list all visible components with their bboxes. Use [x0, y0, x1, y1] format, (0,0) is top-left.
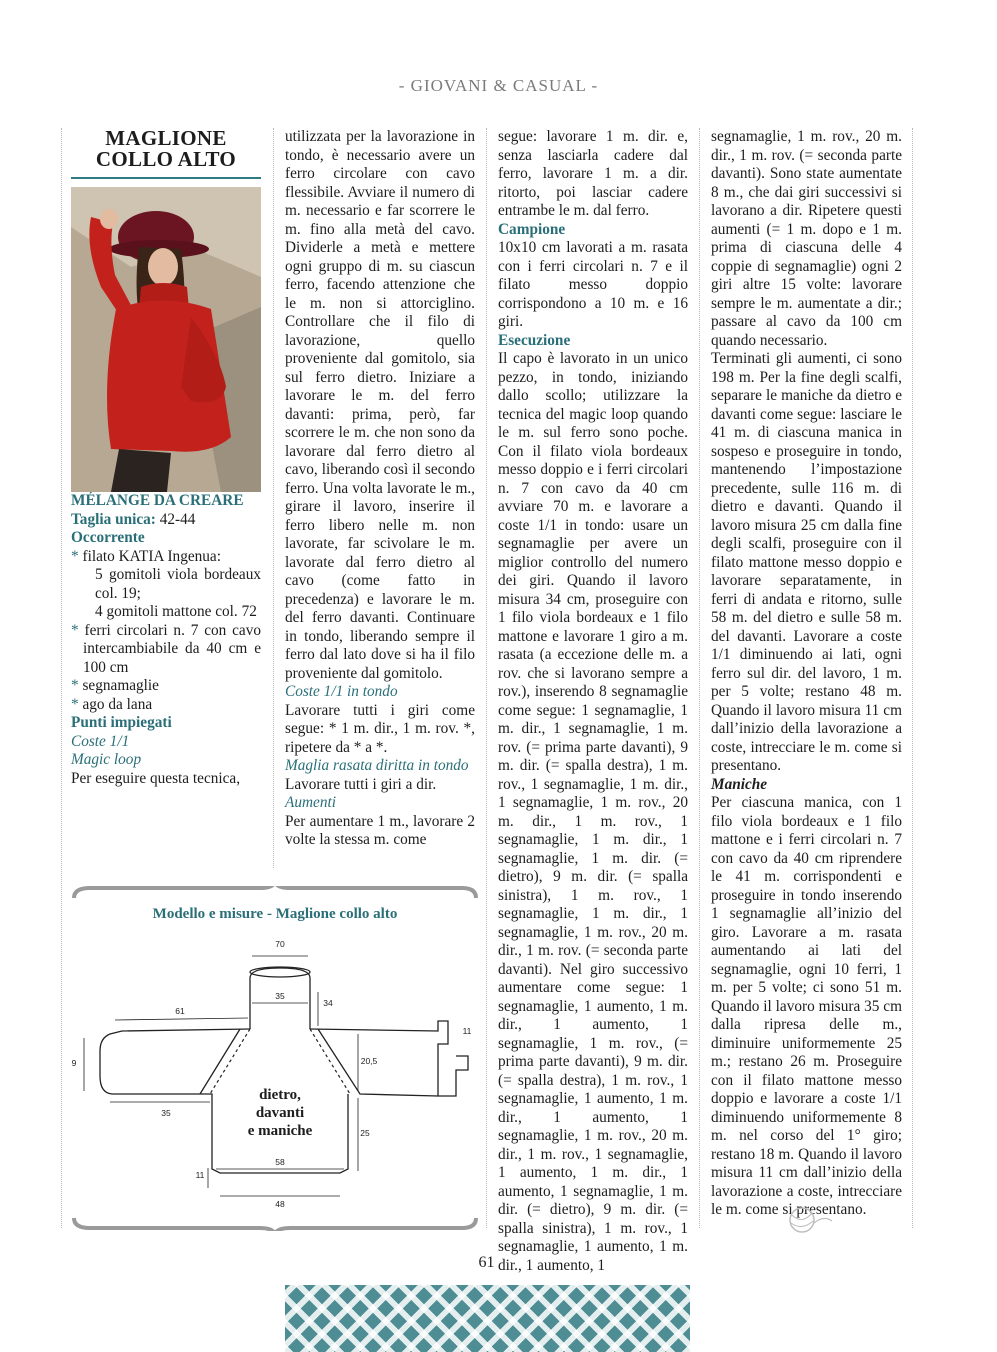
- column-divider: [699, 128, 700, 1228]
- diagram-title: Modello e misure - Maglione collo alto: [152, 906, 398, 922]
- bracket-bottom: [74, 1218, 476, 1231]
- section-header: - GIOVANI & CASUAL -: [398, 76, 599, 95]
- increases-continued: segue: lavorare 1 m. dir. e, senza lasciarla cadere dal ferro, lavorare 1 m. a dir. ritorto, poi lasciar cadere entrambe le m. dal ferro.: [498, 128, 688, 219]
- rib-round-text: Lavorare tutti i giri come segue: * 1 m. dir., 1 m. rov. *, ripetere da * a *.: [285, 701, 475, 756]
- body-label-line-3: e maniche: [247, 1123, 313, 1139]
- body-label-line-1: dietro,: [259, 1087, 301, 1103]
- gauge-text: 10x10 cm lavorati a m. rasata con i ferri circolari n. 7 e il filato messo doppio corrispondono a 10 m. e 16 giri.: [498, 239, 688, 330]
- body-label-line-2: davanti: [255, 1105, 305, 1121]
- column-2: [285, 128, 475, 850]
- yarn-ball-logo: [786, 1205, 834, 1240]
- size-value: 42-44: [159, 510, 196, 528]
- stitches-heading: Punti impiegati: [71, 714, 172, 731]
- measure-20-5: 20,5: [360, 1056, 378, 1066]
- column-3: [498, 128, 688, 1275]
- column-divider: [61, 128, 62, 1228]
- column-divider: [273, 128, 274, 868]
- execution-continued: segnamaglie, 1 m. rov., 20 m. dir., 1 m. rov. (= seconda parte davanti). Sono state aumentate 8 m., che dai giri successivi si lavorano a dir. Ripetere questi aumenti (= 1 m. dopo e 1 m. prima di ciascuna delle 4 coppie di segnamaglie) ogni 2 giri altre 15 volte: lavorare sempre le m. aumentate a dir.; passare al cavo da 100 cm quando necessario.: [711, 128, 902, 349]
- measure-58: 58: [275, 1157, 285, 1167]
- measure-11-left: 11: [195, 1170, 205, 1180]
- execution-text: Il capo è lavorato in un unico pezzo, in tondo, iniziando dallo scollo; utilizzare la tecnica del magic loop quando le m. sul ferro sono poche. Con il filato viola bordeaux messo doppio e i ferri circolari n. 7 con cavo da 40 cm avviare 70 m. e lavorare a coste 1/1 in tondo: usare un segnamaglie per avere un miglior controllo del numero dei giri. Quando il lavoro misura 34 cm, proseguire con 1 filo viola bordeaux e 1 filo mattone e lavorare 1 giro a m. rasata (a eccezione delle m. a rov. che si lavorano sempre a rov.), inserendo 8 segnamaglie come segue: 1 segnamaglie, 1 m. dir., 1 segnamaglie, 1 m. rov. (= prima parte davanti), 9 m. dir. (= spalla destra), 1 m. rov., 1 segnamaglie, 1 m. dir., 1 segnamaglie, 1 m. rov., 20 m. dir., 1 m. rov., 1 segnamaglie, 1 m. dir., 1 segnamaglie, 1 m. dir. (= dietro), 9 m. dir. (= spalla sinistra), 1 m. rov., 1 segnamaglie, 1 m. dir., 1 segnamaglie, 1 m. rov., 20 m. dir., 1 m. rov. (= seconda parte davanti). Nel giro successivo aumentare come segue: 1 segnamaglie, 1 aumento, 1 m. dir., 1 aumento, 1 segnamaglie, 1 m. rov., (= prima parte davanti), 9 m. dir. (= spalla destra), 1 m. rov., 1 segnamaglie, 1 aumento, 1 m. dir., 1 aumento, 1 segnamaglie, 1 m. rov., 20 m. dir., 1 m. rov., 1 segnamaglie, 1 aumento, 1 m. dir., 1 aumento, 1 segnamaglie, 1 m. dir. (= dietro), 9 m. dir. (= spalla sinistra), 1 m. rov., 1 segnamaglie, 1 aumento, 1 m. dir., 1 aumento, 1: [498, 350, 688, 1274]
- measure-25: 25: [360, 1128, 370, 1138]
- stockinette-text: Lavorare tutti i giri a dir.: [285, 775, 437, 793]
- sleeves-text: Per ciascuna manica, con 1 filo viola bordeaux e 1 filo mattone e i ferri circolari n. 7 con cavo da 40 cm riprendere le 41 m. corrispondenti e proseguire in tondo inserendo 1 segnamaglie all’inizio del giro. Lavorare a m. rasata aumentando ai lati del segnamaglie, ogni 10 ferri, 1 m. per 5 volte; ci sono 51 m. Quando il lavoro misura 35 cm dalla ripresa delle m., diminuire uniformemente 25 m.; restano 26 m. Proseguire con il filato mattone messo doppio e lavorare a coste 1/1 diminuendo uniformemente 8 m. nel corso del 1° giro; restano 18 m. Quando il lavoro misura 11 cm dall’inizio della lavorazione a coste, intrecciare le m. come si presentano.: [711, 794, 902, 1218]
- measure-9: 9: [71, 1058, 77, 1068]
- measurements: [72, 939, 472, 1209]
- article-title: [71, 128, 261, 170]
- melange-heading: MÉLANGE DA CREARE: [71, 492, 244, 509]
- title-line-2: COLLO ALTO: [95, 147, 237, 171]
- title-underline: [71, 177, 261, 179]
- materials-item: * segnamaglie: [71, 677, 261, 696]
- measure-34: 34: [323, 998, 333, 1008]
- bracket-top: [74, 886, 476, 898]
- magic-loop-text: Per eseguire questa tecnica,: [71, 769, 241, 787]
- gauge-heading: Campione: [498, 220, 566, 238]
- column-divider: [486, 128, 487, 1228]
- rib-round-heading: Coste 1/1 in tondo: [285, 683, 398, 700]
- size-label: Taglia unica:: [71, 510, 156, 528]
- stockinette-heading: Maglia rasata diritta in tondo: [285, 757, 469, 774]
- sleeves-heading: Maniche: [711, 775, 768, 793]
- model-illustration: [71, 187, 261, 492]
- measure-35-left: 35: [161, 1108, 171, 1118]
- knit-pattern-band: [285, 1285, 690, 1352]
- title-line-1: MAGLIONE: [105, 126, 227, 150]
- materials-item-text: filato KATIA Ingenua:: [82, 547, 221, 565]
- raglan-lines: [210, 1029, 350, 1094]
- materials-heading: Occorrente: [71, 529, 145, 546]
- measure-11-right: 11: [462, 1026, 472, 1036]
- size-line: [71, 511, 261, 530]
- schematic-svg: [70, 886, 480, 1231]
- materials-item: * ago da lana: [71, 696, 261, 715]
- increases-text: Per aumentare 1 m., lavorare 2 volte la stessa m. come: [285, 812, 475, 848]
- column-4: [711, 128, 902, 1220]
- materials-list: [71, 548, 261, 715]
- measure-35-top: 35: [275, 991, 285, 1001]
- column-divider: [912, 128, 913, 1228]
- materials-item: [71, 548, 261, 622]
- measure-61: 61: [175, 1006, 185, 1016]
- rib-stitch-label: Coste 1/1: [71, 732, 130, 750]
- yarn-detail: 5 gomitoli viola bordeaux col. 19;: [95, 566, 261, 602]
- measure-48: 48: [275, 1199, 285, 1209]
- execution-heading: Esecuzione: [498, 331, 571, 349]
- increases-heading: Aumenti: [285, 794, 336, 811]
- page-number: 61: [478, 1254, 495, 1271]
- materials-item: * ferri circolari n. 7 con cavo intercambiabile da 40 cm e 100 cm: [71, 622, 261, 678]
- armhole-text: Terminati gli aumenti, ci sono 198 m. Per la fine degli scalfi, separare le maniche da dietro e davanti come segue: lasciare le 41 m. di ciascuna manica in sospeso e proseguire in tondo, mantenendo l’impostazione precedente, sulle 116 m. di dietro e davanti. Quando il lavoro misura 25 cm dalla fine degli scalfi, proseguire con il filato mattone messo doppio e lavorare separatamente, in ferri di andata e ritorno, sulle 58 m. del dietro e sulle 58 m. del davanti. Lavorare a coste 1/1 diminuendo ai lati, ogni ferro sul dir. del lavoro, 1 m. per 5 volte; restano 48 m. Quando il lavoro misura 11 cm dall’inizio della lavorazione a coste, intrecciare le m. come si presentano.: [711, 350, 902, 774]
- magic-loop-body: utilizzata per la lavorazione in tondo, è necessario avere un ferro circolare con cavo flessibile. Avviare il numero di m. necessario e far scorrere le m. fino alla metà del cavo. Dividerle a metà e mettere ogni gruppo di m. su ciascun ferro, facendo attenzione che le m. non si attorciglino. Controllare che il filo di lavorazione, quello proveniente dal gomitolo, sia sul ferro dietro. Iniziare a lavorare le m. del ferro davanti: prima, però, far scorrere le m. che non sono da lavorare dal ferro dietro al cavo, liberando così il secondo ferro. Una volta lavorate le m., girare il lavoro, inserire il ferro libero nelle m. non lavorate, far scivolare le m. lavorate dal ferro dietro al cavo (come fatto in precedenza) e lavorare le m. del ferro davanti. Continuare in tondo, liberando sempre il ferro dal lato dove si ha il filo proveniente dal gomitolo.: [285, 128, 475, 682]
- pattern-diagram: [70, 886, 480, 1231]
- magic-loop-heading: Magic loop: [71, 751, 142, 768]
- measure-70: 70: [275, 939, 285, 949]
- column-1: [71, 128, 261, 788]
- yarn-detail: 4 gomitoli mattone col. 72: [95, 603, 257, 620]
- sweater-photo: [71, 187, 261, 492]
- body-label: [248, 1087, 313, 1139]
